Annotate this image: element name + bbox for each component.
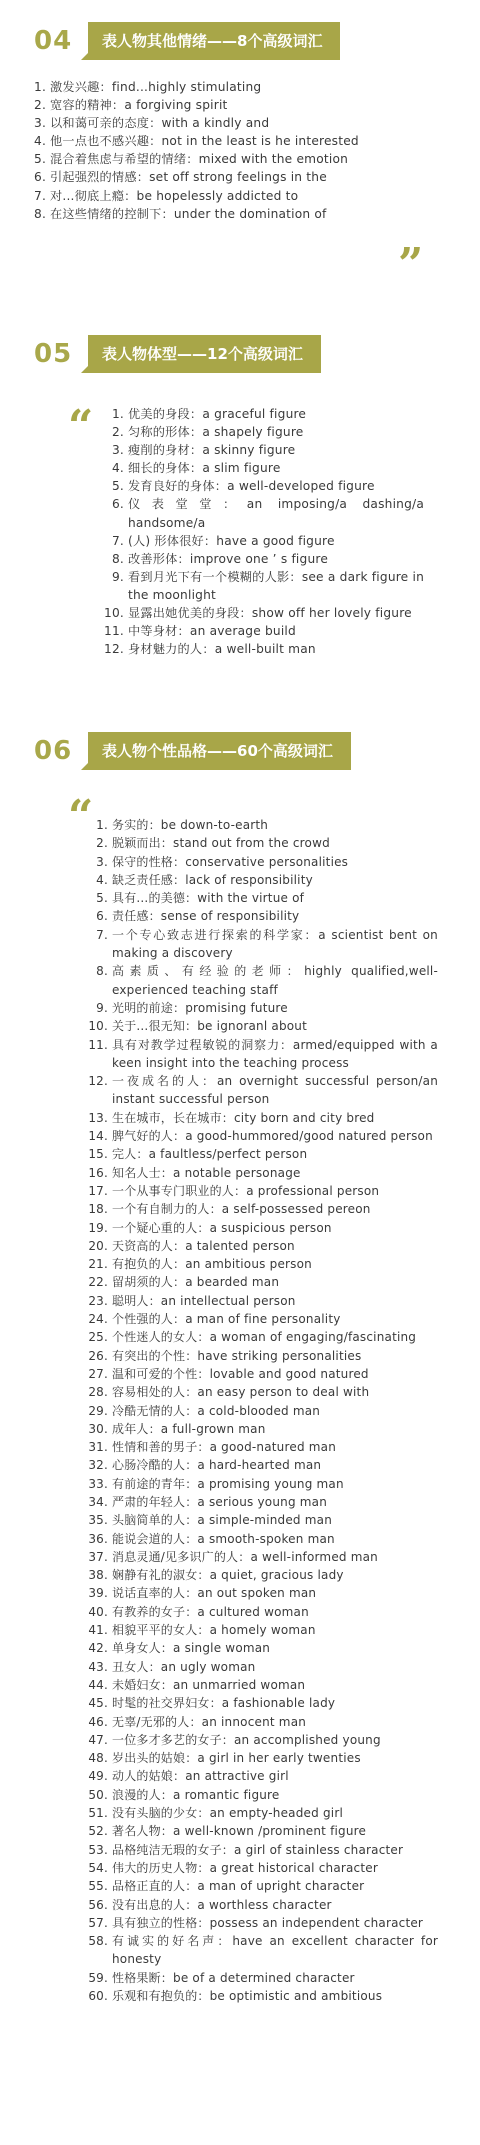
item-text: 头脑简单的人：a simple-minded man [112, 1513, 333, 1528]
item-text: 保守的性格：conservative personalities [112, 854, 349, 869]
list-item [86, 1749, 438, 1767]
item-number: 2. [34, 98, 47, 113]
item-text: 具有...的美德：with the virtue of [112, 891, 305, 906]
list-item [86, 1328, 438, 1346]
item-number: 8. [111, 551, 124, 566]
item-number: 1. [96, 818, 108, 832]
item-text: 有抱负的人：an ambitious person [112, 1257, 312, 1272]
list-item [86, 1603, 438, 1621]
item-text: 温和可爱的个性：lovable and good natured [112, 1366, 369, 1381]
list-item [86, 1109, 438, 1127]
item-text: 显露出她优美的身段：show off her lovely figure [128, 606, 412, 621]
item-number: 46. [88, 1714, 108, 1729]
item-text: 责任感：sense of responsibility [112, 909, 300, 924]
list-item [86, 962, 438, 999]
item-text: 脾气好的人：a good-hummored/good natured person [112, 1129, 433, 1144]
list-item [86, 1822, 438, 1840]
list-item [86, 1182, 438, 1200]
item-number: 10. [88, 1019, 108, 1034]
item-number: 15. [88, 1147, 108, 1162]
item-number: 11. [104, 624, 124, 639]
section-number: 04 [34, 26, 73, 56]
list-item [104, 640, 424, 658]
item-text: 冷酷无情的人：a cold-blooded man [112, 1403, 321, 1418]
section-title: 表人物其他情绪——8个高级词汇 [88, 22, 340, 60]
list-item [104, 495, 424, 531]
item-number: 59. [88, 1970, 108, 1985]
item-number: 7. [111, 533, 124, 548]
list-item [86, 1731, 438, 1749]
item-text: 聪明人：an intellectual person [112, 1293, 296, 1308]
list-item [86, 1365, 438, 1383]
item-text: 个性迷人的女人：a woman of engaging/fascinating [112, 1330, 417, 1345]
list-item [104, 459, 424, 477]
section-04-header [34, 22, 340, 60]
item-number: 5. [111, 479, 124, 494]
item-text: 有前途的青年：a promising young man [112, 1476, 344, 1491]
list-item [86, 1859, 438, 1877]
item-text: 伟大的历史人物：a great historical character [112, 1860, 378, 1875]
item-number: 34. [88, 1494, 108, 1509]
list-item [86, 907, 438, 925]
list-item [86, 1658, 438, 1676]
item-number: 52. [88, 1824, 108, 1839]
item-number: 14. [88, 1129, 108, 1144]
list-item [86, 1548, 438, 1566]
item-number: 49. [88, 1769, 108, 1784]
list-item [104, 532, 424, 550]
item-text: 对...彻底上瘾：be hopelessly addicted to [50, 188, 299, 203]
item-number: 10. [104, 606, 124, 621]
item-text: 优美的身段：a graceful figure [128, 407, 307, 421]
item-text: 生在城市，长在城市：city born and city bred [112, 1110, 375, 1125]
item-number: 9. [111, 569, 124, 584]
list-item [86, 1676, 438, 1694]
list-item [34, 96, 384, 114]
list-item [104, 405, 424, 423]
list-item [104, 604, 424, 622]
item-text: 消息灵通/见多识广的人：a well-informed man [112, 1549, 378, 1564]
item-number: 29. [88, 1403, 108, 1418]
list-item [86, 1273, 438, 1291]
list-item [86, 1310, 438, 1328]
item-text: 未婚妇女：an unmarried woman [112, 1677, 306, 1692]
quote-open-icon: “ [68, 791, 94, 842]
item-text: 天资高的人：a talented person [112, 1238, 295, 1253]
list-item [86, 1127, 438, 1145]
item-number: 54. [88, 1860, 108, 1875]
item-number: 7. [34, 188, 47, 203]
item-number: 57. [88, 1915, 108, 1930]
list-item [86, 1017, 438, 1035]
list-item [86, 871, 438, 889]
item-number: 20. [88, 1238, 108, 1253]
item-number: 18. [88, 1202, 108, 1217]
list-item [86, 1584, 438, 1602]
list-item [86, 1219, 438, 1237]
item-text: 引起强烈的情感：set off strong feelings in the [50, 170, 327, 185]
item-text: (人) 形体很好：have a good figure [128, 533, 335, 548]
item-number: 12. [104, 642, 124, 657]
list-item [104, 423, 424, 441]
item-number: 44. [88, 1677, 108, 1692]
item-text: 脱颖而出：stand out from the crowd [112, 836, 330, 851]
list-item [86, 1914, 438, 1932]
item-text: 激发兴趣：find...highly stimulating [50, 80, 262, 94]
item-number: 8. [34, 206, 47, 221]
item-text: 有突出的个性：have striking personalities [112, 1348, 362, 1363]
item-number: 5. [96, 891, 108, 906]
section-06-list [86, 816, 438, 2005]
list-item [86, 853, 438, 871]
item-text: 品格正直的人：a man of upright character [112, 1879, 365, 1894]
list-item [34, 168, 384, 186]
item-text: 动人的姑娘：an attractive girl [112, 1769, 289, 1784]
item-number: 43. [88, 1659, 108, 1674]
item-number: 53. [88, 1842, 108, 1857]
item-number: 6. [111, 497, 124, 512]
item-text: 丑女人：an ugly woman [112, 1659, 256, 1674]
list-item [86, 1200, 438, 1218]
item-number: 4. [96, 872, 108, 887]
item-text: 关于...很无知：be ignoranl about [112, 1019, 308, 1034]
item-text: 一个疑心重的人：a suspicious person [112, 1220, 332, 1235]
item-number: 33. [88, 1476, 108, 1491]
item-number: 1. [34, 80, 47, 94]
item-text: 说话直率的人：an out spoken man [112, 1586, 317, 1601]
item-number: 37. [88, 1549, 108, 1564]
item-text: 一夜成名的人：an overnight successful person/an instant successful person [112, 1074, 438, 1107]
item-number: 17. [88, 1183, 108, 1198]
list-item [86, 1036, 438, 1073]
item-text: 务实的：be down-to-earth [112, 818, 269, 832]
item-text: 瘦削的身材：a skinny figure [128, 443, 296, 458]
item-number: 50. [88, 1787, 108, 1802]
item-text: 混合着焦虑与希望的情绪：mixed with the emotion [50, 152, 349, 167]
item-number: 4. [34, 134, 47, 149]
item-number: 58. [88, 1934, 108, 1949]
item-text: 心肠冷酷的人：a hard-hearted man [112, 1458, 322, 1473]
item-text: 品格纯洁无瑕的女子：a girl of stainless character [112, 1842, 404, 1857]
item-text: 没有头脑的少女：an empty-headed girl [112, 1806, 343, 1821]
item-number: 3. [96, 854, 108, 869]
item-text: 严肃的年轻人：a serious young man [112, 1494, 328, 1509]
list-item [86, 1713, 438, 1731]
list-item [104, 568, 424, 604]
section-title: 表人物个性品格——60个高级词汇 [88, 732, 351, 770]
item-text: 娴静有礼的淑女：a quiet, gracious lady [112, 1568, 344, 1583]
item-text: 宽容的精神：a forgiving spirit [50, 98, 228, 113]
item-number: 35. [88, 1513, 108, 1528]
list-item [86, 1402, 438, 1420]
item-text: 有教养的女子：a cultured woman [112, 1604, 309, 1619]
item-text: 看到月光下有一个模糊的人影：see a dark figure in the moonlight [128, 569, 424, 602]
list-item [104, 622, 424, 640]
item-text: 岁出头的姑娘：a girl in her early twenties [112, 1751, 361, 1766]
list-item [86, 1804, 438, 1822]
item-text: 浪漫的人：a romantic figure [112, 1787, 280, 1802]
section-title: 表人物体型——12个高级词汇 [88, 335, 321, 373]
item-text: 相貌平平的女人：a homely woman [112, 1623, 316, 1638]
section-05-header [34, 335, 321, 373]
item-text: 一个从事专门职业的人：a professional person [112, 1183, 380, 1198]
item-text: 有诚实的好名声：have an excellent character for honesty [112, 1934, 438, 1967]
item-number: 40. [88, 1604, 108, 1619]
list-item [86, 1932, 438, 1969]
item-number: 51. [88, 1806, 108, 1821]
item-number: 24. [88, 1312, 108, 1327]
item-text: 乐观和有抱负的：be optimistic and ambitious [112, 1989, 383, 2003]
item-text: 成年人：a full-grown man [112, 1421, 266, 1436]
item-number: 32. [88, 1458, 108, 1473]
list-item [34, 114, 384, 132]
list-item [86, 1292, 438, 1310]
item-number: 31. [88, 1440, 108, 1455]
item-number: 19. [88, 1220, 108, 1235]
list-item [86, 1347, 438, 1365]
item-number: 3. [111, 443, 124, 458]
list-item [86, 1420, 438, 1438]
list-item [86, 1621, 438, 1639]
list-item [86, 889, 438, 907]
list-item [86, 1237, 438, 1255]
item-number: 38. [88, 1568, 108, 1583]
list-item [104, 441, 424, 459]
item-number: 16. [88, 1165, 108, 1180]
item-number: 4. [111, 461, 124, 476]
item-text: 以和蔼可亲的态度：with a kindly and [50, 116, 270, 131]
item-text: 具有独立的性格：possess an independent character [112, 1915, 424, 1930]
item-text: 中等身材：an average build [128, 624, 296, 639]
item-text: 仪表堂堂：an imposing/a dashing/a handsome/a [128, 497, 424, 530]
list-item [104, 550, 424, 568]
item-number: 1. [111, 407, 124, 421]
item-number: 6. [96, 909, 108, 924]
list-item [86, 1566, 438, 1584]
item-number: 2. [96, 836, 108, 851]
item-text: 个性强的人：a man of fine personality [112, 1312, 341, 1327]
item-text: 一个专心致志进行探索的科学家：a scientist bent on making a discovery [112, 927, 438, 961]
item-text: 留胡须的人：a bearded man [112, 1275, 280, 1290]
section-04-list [34, 78, 384, 223]
item-number: 42. [88, 1641, 108, 1656]
item-number: 22. [88, 1275, 108, 1290]
item-number: 21. [88, 1257, 108, 1272]
item-text: 能说会道的人：a smooth-spoken man [112, 1531, 335, 1546]
item-text: 改善形体：improve one ’ s figure [128, 551, 329, 566]
section-number: 06 [34, 736, 73, 766]
list-item [86, 1493, 438, 1511]
item-text: 具有对教学过程敏锐的洞察力：armed/equipped with a keen insight into the teaching process [112, 1037, 438, 1070]
item-number: 23. [88, 1293, 108, 1308]
item-text: 一位多才多艺的女子：an accomplished young [112, 1732, 381, 1747]
item-text: 匀称的形体：a shapely figure [128, 425, 304, 440]
item-number: 13. [88, 1110, 108, 1125]
item-number: 7. [96, 927, 108, 942]
item-number: 28. [88, 1385, 108, 1400]
item-text: 无辜/无邪的人：an innocent man [112, 1714, 307, 1729]
item-text: 著名人物：a well-known /prominent figure [112, 1824, 367, 1839]
item-number: 30. [88, 1421, 108, 1436]
list-item [86, 999, 438, 1017]
item-text: 细长的身体：a slim figure [128, 461, 281, 476]
item-text: 光明的前途：promising future [112, 1000, 288, 1015]
list-item [34, 187, 384, 205]
list-item [86, 1475, 438, 1493]
section-number: 05 [34, 339, 73, 369]
section-05-list [104, 405, 424, 658]
item-number: 26. [88, 1348, 108, 1363]
list-item [34, 205, 384, 223]
item-number: 56. [88, 1897, 108, 1912]
item-number: 9. [96, 1000, 108, 1015]
list-item [86, 1896, 438, 1914]
item-number: 39. [88, 1586, 108, 1601]
item-text: 身材魅力的人：a well-built man [128, 642, 316, 657]
item-text: 在这些情绪的控制下：under the domination of [50, 206, 327, 221]
item-number: 45. [88, 1696, 108, 1711]
item-text: 缺乏责任感：lack of responsibility [112, 872, 313, 887]
list-item [86, 1841, 438, 1859]
list-item [86, 1255, 438, 1273]
item-number: 27. [88, 1366, 108, 1381]
list-item [86, 1383, 438, 1401]
section-06-header [34, 732, 351, 770]
item-number: 55. [88, 1879, 108, 1894]
list-item [34, 132, 384, 150]
list-item [86, 1511, 438, 1529]
list-item [34, 78, 384, 96]
list-item [86, 1530, 438, 1548]
quote-open-icon: “ [68, 401, 94, 452]
item-number: 60. [88, 1989, 108, 2003]
quote-close-icon: ” [398, 239, 424, 290]
list-item [86, 834, 438, 852]
list-item [86, 1987, 438, 2005]
item-number: 47. [88, 1732, 108, 1747]
item-number: 48. [88, 1751, 108, 1766]
item-number: 36. [88, 1531, 108, 1546]
list-item [86, 816, 438, 834]
item-text: 发育良好的身体：a well-developed figure [128, 479, 375, 494]
item-text: 单身女人：a single woman [112, 1641, 271, 1656]
list-item [86, 1164, 438, 1182]
list-item [34, 150, 384, 168]
item-text: 性情和善的男子：a good-natured man [112, 1440, 337, 1455]
item-number: 11. [88, 1037, 108, 1052]
list-item [86, 1969, 438, 1987]
item-text: 一个有自制力的人：a self-possessed pereon [112, 1202, 371, 1217]
item-number: 12. [88, 1074, 108, 1089]
list-item [86, 1145, 438, 1163]
item-number: 2. [111, 425, 124, 440]
item-number: 8. [96, 964, 108, 979]
item-number: 25. [88, 1330, 108, 1345]
item-text: 性格果断：be of a determined character [112, 1970, 355, 1985]
list-item [86, 1786, 438, 1804]
item-text: 他一点也不感兴趣：not in the least is he interested [50, 134, 359, 149]
list-item [86, 1694, 438, 1712]
item-text: 时髦的社交界妇女：a fashionable lady [112, 1696, 336, 1711]
item-text: 容易相处的人：an easy person to deal with [112, 1385, 370, 1400]
item-text: 完人：a faultless/perfect person [112, 1147, 308, 1162]
item-number: 6. [34, 170, 47, 185]
item-text: 知名人士：a notable personage [112, 1165, 301, 1180]
list-item [86, 1877, 438, 1895]
item-text: 高素质、有经验的老师：highly qualified,well-experienced teaching staff [112, 964, 438, 997]
item-number: 5. [34, 152, 47, 167]
list-item [86, 1438, 438, 1456]
list-item [86, 926, 438, 963]
list-item [86, 1072, 438, 1109]
item-number: 41. [88, 1623, 108, 1638]
list-item [104, 477, 424, 495]
list-item [86, 1767, 438, 1785]
item-text: 没有出息的人：a worthless character [112, 1897, 332, 1912]
list-item [86, 1639, 438, 1657]
list-item [86, 1456, 438, 1474]
item-number: 3. [34, 116, 47, 131]
